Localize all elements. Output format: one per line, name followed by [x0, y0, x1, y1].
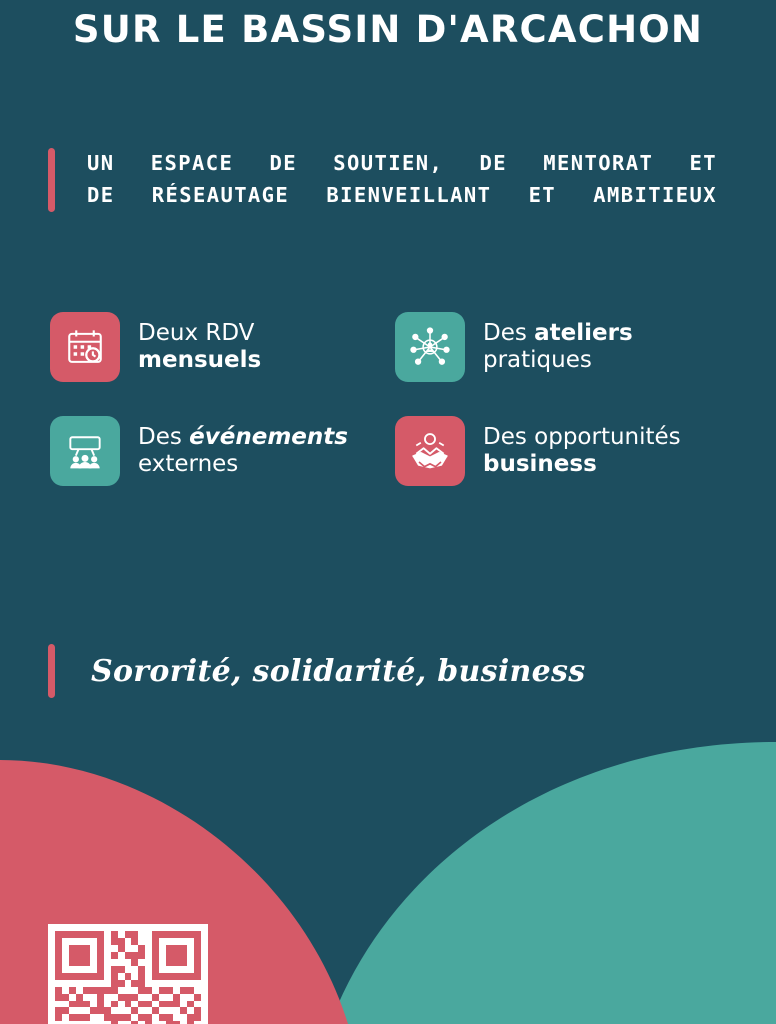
feature-line-2: business	[483, 451, 597, 477]
tagline-accent-bar	[48, 644, 55, 698]
feature-line-2: externes	[138, 451, 239, 477]
subtitle-line-2: DE RÉSEAUTAGE BIENVEILLANT ET AMBITIEUX	[87, 182, 717, 207]
feature-item-rdv	[50, 312, 395, 382]
audience-event-icon	[50, 416, 120, 486]
feature-label	[483, 424, 681, 478]
feature-line-1-plain: Des	[483, 319, 535, 346]
feature-row	[50, 416, 750, 486]
feature-label	[138, 320, 261, 374]
feature-label	[138, 424, 348, 478]
feature-line-1-bold: ateliers	[534, 319, 633, 346]
tagline-block	[48, 644, 585, 698]
page-title: SUR LE BASSIN D'ARCACHON	[72, 8, 704, 51]
feature-line-2: pratiques	[483, 347, 592, 373]
accent-bar	[48, 148, 55, 212]
subtitle-line-1: UN ESPACE DE SOUTIEN, DE MENTORAT ET	[87, 151, 717, 175]
calendar-clock-icon	[50, 312, 120, 382]
feature-line-1: Deux RDV	[138, 319, 255, 346]
feature-item-ateliers	[395, 312, 740, 382]
teal-curve-shape	[330, 742, 776, 1024]
feature-item-business	[395, 416, 740, 486]
feature-item-evenements	[50, 416, 395, 486]
qr-code[interactable]	[48, 924, 208, 1024]
tagline-text: Sororité, solidarité, business	[91, 653, 586, 689]
qr-code-modules	[55, 931, 201, 1024]
feature-row	[50, 312, 750, 382]
feature-label	[483, 320, 633, 374]
network-workshop-icon	[395, 312, 465, 382]
handshake-business-icon	[395, 416, 465, 486]
subtitle-block	[48, 148, 738, 212]
feature-line-2: mensuels	[138, 347, 262, 373]
feature-grid	[50, 312, 750, 520]
feature-line-1-plain: Des	[138, 423, 190, 450]
subtitle-text	[87, 148, 717, 212]
feature-line-1: Des opportunités	[483, 423, 681, 450]
feature-line-1-bold: événements	[189, 423, 348, 450]
